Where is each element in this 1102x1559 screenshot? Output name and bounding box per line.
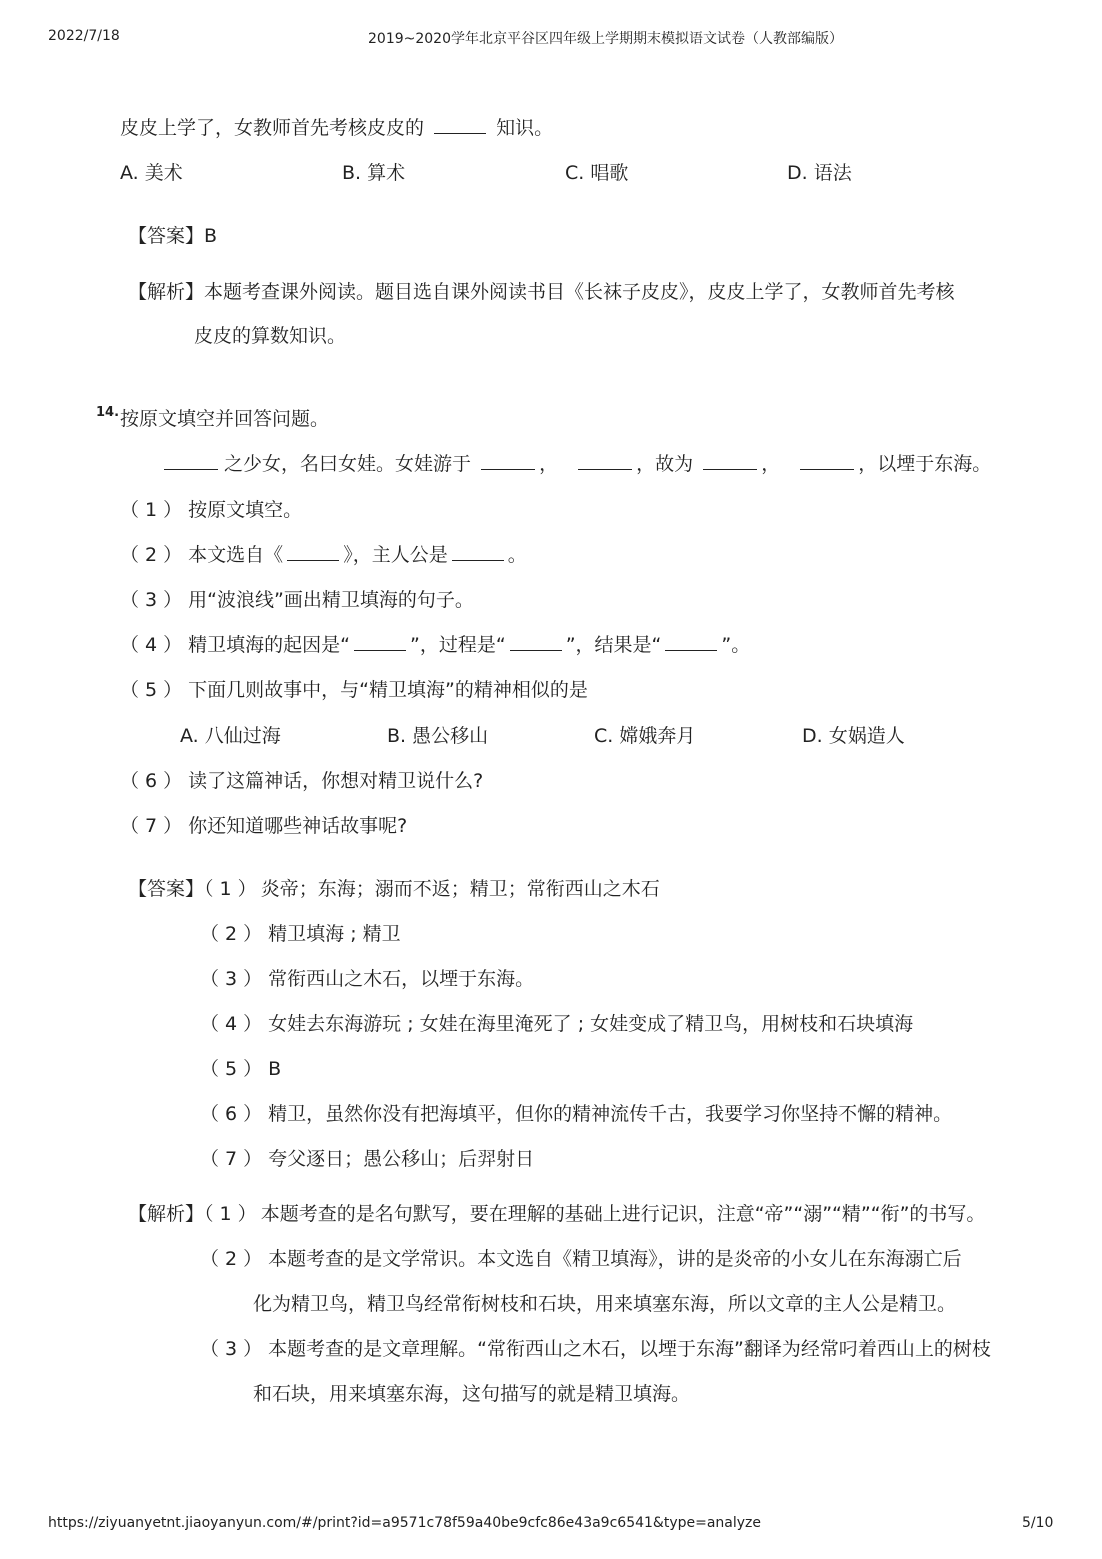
analysis-text: 本题考查课外阅读。题目选自课外阅读书目《长袜子皮皮》，皮皮上学了，女教师首先考核 [204, 281, 955, 303]
q14-answer-1 [128, 876, 660, 902]
analysis-num: （ 2 ） [200, 1248, 263, 1270]
q14-answer-3 [200, 966, 534, 992]
q5-option-d: D. 女娲造人 [802, 725, 905, 747]
blank [800, 451, 854, 470]
q13-option-a: A. 美术 [120, 162, 183, 184]
q5-option-a: A. 八仙过海 [180, 725, 281, 747]
q13-option-d: D. 语法 [787, 162, 852, 184]
subq-text: 本文选自《 [188, 544, 284, 566]
subq-text: 读了这篇神话，你想对精卫说什么? [188, 770, 484, 792]
answer-tag: 【答案】 [128, 225, 205, 247]
blank [434, 115, 486, 134]
blank [510, 632, 562, 651]
blank [452, 542, 504, 561]
subq-text: 精卫填海的起因是“ [188, 634, 351, 656]
blank [164, 451, 218, 470]
subq-1 [120, 497, 302, 523]
subq-5 [120, 677, 588, 703]
analysis-num: （ 3 ） [200, 1338, 263, 1360]
q13-stem-pre: 皮皮上学了，女教师首先考核皮皮的 [120, 117, 425, 139]
subq-text: 按原文填空。 [188, 499, 303, 521]
answer-text: B [268, 1058, 282, 1080]
subq-text: 下面几则故事中，与“精卫填海”的精神相似的是 [188, 679, 588, 701]
q14-analysis-2 [200, 1246, 962, 1272]
blank [354, 632, 406, 651]
q13-analysis-cont: 皮皮的算数知识。 [194, 325, 347, 347]
subq-7 [120, 813, 407, 839]
q13-stem-post: 知识。 [496, 117, 554, 139]
answer-text: 精卫，虽然你没有把海填平，但你的精神流传千古，我要学习你坚持不懈的精神。 [268, 1103, 953, 1125]
blank [703, 451, 757, 470]
q14-analysis-3 [200, 1336, 991, 1362]
subq-num: （ 1 ） [120, 499, 183, 521]
subq-3 [120, 587, 474, 613]
page-number: 5/10 [1022, 1515, 1054, 1531]
subq-text: 你还知道哪些神话故事呢? [188, 815, 408, 837]
answer-value: B [204, 225, 218, 247]
q5-option-b: B. 愚公移山 [387, 725, 489, 747]
q14-answer-7 [200, 1146, 534, 1172]
q14-answer-5 [200, 1056, 281, 1082]
answer-text: 炎帝；东海；溺而不返；精卫；常衔西山之木石 [260, 878, 660, 900]
subq-4 [120, 632, 750, 658]
q13-option-b: B. 算术 [342, 162, 406, 184]
subq-text: ”。 [721, 634, 751, 656]
q14-title: 按原文填空并回答问题。 [120, 408, 330, 430]
answer-num: （ 7 ） [200, 1148, 263, 1170]
answer-text: 常衔西山之木石，以堙于东海。 [268, 968, 535, 990]
subq-num: （ 6 ） [120, 770, 183, 792]
q14-answer-4 [200, 1011, 913, 1037]
q13-stem [120, 115, 553, 141]
subq-text: 》，主人公是 [343, 544, 448, 566]
q14-analysis-2-cont: 化为精卫鸟，精卫鸟经常衔树枝和石块，用来填塞东海，所以文章的主人公是精卫。 [253, 1293, 957, 1315]
analysis-text: 本题考查的是名句默写，要在理解的基础上进行记识，注意“帝”“溺”“精”“衔”的书写。 [260, 1203, 986, 1225]
subq-num: （ 2 ） [120, 544, 183, 566]
subq-text: 。 [507, 544, 527, 566]
q13-option-c: C. 唱歌 [565, 162, 629, 184]
answer-num: （ 2 ） [200, 923, 263, 945]
print-date: 2022/7/18 [48, 28, 120, 44]
analysis-tag: 【解析】 [128, 1203, 205, 1225]
answer-text: 女娃去东海游玩 ; 女娃在海里淹死了 ; 女娃变成了精卫鸟，用树枝和石块填海 [268, 1013, 914, 1035]
q14-analysis-1 [128, 1201, 985, 1227]
answer-num: （ 4 ） [200, 1013, 263, 1035]
answer-tag: 【答案】 [128, 878, 205, 900]
q14-passage [164, 451, 991, 477]
passage-part: ，以堙于东海。 [858, 453, 992, 475]
subq-text: 用“波浪线”画出精卫填海的句子。 [188, 589, 474, 611]
subq-num: （ 7 ） [120, 815, 183, 837]
answer-num: （ 3 ） [200, 968, 263, 990]
answer-text: 夸父逐日；愚公移山；后羿射日 [268, 1148, 535, 1170]
answer-num: （ 1 ） [204, 878, 257, 900]
blank [665, 632, 717, 651]
blank [481, 451, 535, 470]
footer-url: https://ziyuanyetnt.jiaoyanyun.com/#/print?id=a9571c78f59a40be9cfc86e43a9c6541&type=analyze [48, 1515, 762, 1531]
blank [578, 451, 632, 470]
question-number: 14. [96, 405, 120, 420]
answer-num: （ 6 ） [200, 1103, 263, 1125]
q14-answer-6 [200, 1101, 952, 1127]
analysis-tag: 【解析】 [128, 281, 205, 303]
q14-analysis-3-cont: 和石块，用来填塞东海，这句描写的就是精卫填海。 [253, 1383, 691, 1405]
subq-6 [120, 768, 483, 794]
subq-text: ”，过程是“ [410, 634, 506, 656]
passage-part: ， [539, 453, 559, 475]
subq-num: （ 3 ） [120, 589, 183, 611]
subq-num: （ 4 ） [120, 634, 183, 656]
analysis-text: 本题考查的是文章理解。“常衔西山之木石，以堙于东海”翻译为经常叼着西山上的树枝 [268, 1338, 991, 1360]
subq-2 [120, 542, 527, 568]
answer-text: 精卫填海 ; 精卫 [268, 923, 401, 945]
q5-option-c: C. 嫦娥奔月 [594, 725, 696, 747]
q14-answer-2 [200, 921, 401, 947]
blank [287, 542, 339, 561]
analysis-num: （ 1 ） [204, 1203, 257, 1225]
page-header-title: 2019~2020学年北京平谷区四年级上学期期末模拟语文试卷（人教部编版） [368, 31, 843, 47]
q13-answer [128, 223, 217, 249]
passage-part: 之少女，名曰女娃。女娃游于 [224, 453, 472, 475]
subq-text: ”，结果是“ [565, 634, 662, 656]
answer-num: （ 5 ） [200, 1058, 263, 1080]
subq-num: （ 5 ） [120, 679, 183, 701]
analysis-text: 本题考查的是文学常识。本文选自《精卫填海》，讲的是炎帝的小女儿在东海溺亡后 [268, 1248, 962, 1270]
passage-part: ，故为 [636, 453, 694, 475]
q13-analysis [128, 279, 955, 305]
passage-part: ， [761, 453, 781, 475]
